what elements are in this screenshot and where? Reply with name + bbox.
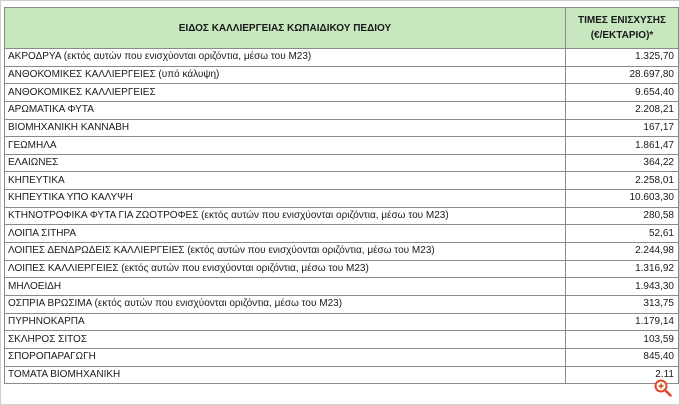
price-cell: 1.316,92 [566,260,679,278]
price-cell: 103,59 [566,331,679,349]
crop-name-cell: ΛΟΙΠΑ ΣΙΤΗΡΑ [5,225,566,243]
price-cell: 845,40 [566,348,679,366]
price-header [566,8,679,49]
table-body [5,49,679,384]
crop-name-cell: ΜΗΛΟΕΙΔΗ [5,278,566,296]
table-row [5,172,679,190]
table-row [5,366,679,384]
table-row [5,278,679,296]
crop-name-cell: ΛΟΙΠΕΣ ΔΕΝΔΡΩΔΕΙΣ ΚΑΛΛΙΕΡΓΕΙΕΣ (εκτός αυτών που ενισχύονται οριζόντια, μέσω του Μ23) [5,243,566,261]
price-cell: 2.244,98 [566,243,679,261]
price-cell: 10.603,30 [566,190,679,208]
crop-name-cell: ΑΡΩΜΑΤΙΚΑ ΦΥΤΑ [5,101,566,119]
zoom-icon[interactable] [653,378,673,398]
table-row [5,84,679,102]
crop-name-cell: ΛΟΙΠΕΣ ΚΑΛΛΙΕΡΓΕΙΕΣ (εκτός αυτών που ενισχύονται οριζόντια, μέσω του Μ23) [5,260,566,278]
table-row [5,66,679,84]
crop-name-cell: ΚΗΠΕΥΤΙΚΑ ΥΠΟ ΚΑΛΥΨΗ [5,190,566,208]
table-row [5,348,679,366]
price-cell: 2.258,01 [566,172,679,190]
price-cell: 364,22 [566,154,679,172]
crop-name-cell: ΓΕΩΜΗΛΑ [5,137,566,155]
price-cell: 1.943,30 [566,278,679,296]
price-cell: 280,58 [566,207,679,225]
crop-name-cell: ΚΗΠΕΥΤΙΚΑ [5,172,566,190]
crop-type-header: ΕΙΔΟΣ ΚΑΛΛΙΕΡΓΕΙΑΣ ΚΩΠΑΙΔΙΚΟΥ ΠΕΔΙΟΥ [5,8,566,49]
table-row [5,101,679,119]
crop-name-cell: ΟΣΠΡΙΑ ΒΡΩΣΙΜΑ (εκτός αυτών που ενισχύονται οριζόντια, μέσω του Μ23) [5,295,566,313]
crop-name-cell: ΑΝΘΟΚΟΜΙΚΕΣ ΚΑΛΛΙΕΡΓΕΙΕΣ [5,84,566,102]
crop-name-cell: ΒΙΟΜΗΧΑΝΙΚΗ ΚΑΝΝΑΒΗ [5,119,566,137]
price-header-line2: (€/ΕΚΤΑΡΙΟ)* [590,30,654,41]
table-row [5,119,679,137]
table-row [5,207,679,225]
price-cell: 1.179,14 [566,313,679,331]
price-cell: 2.208,21 [566,101,679,119]
price-cell: 28.697,80 [566,66,679,84]
table-header-row [5,8,679,49]
price-cell: 9.654,40 [566,84,679,102]
table-row [5,295,679,313]
table-row [5,331,679,349]
price-header-line1: ΤΙΜΕΣ ΕΝΙΣΧΥΣΗΣ [578,15,666,26]
table-row [5,190,679,208]
crop-name-cell: ΤΟΜΑΤΑ ΒΙΟΜΗΧΑΝΙΚΗ [5,366,566,384]
price-cell: 1.861,47 [566,137,679,155]
table-row [5,137,679,155]
subsidy-table [4,7,679,384]
crop-name-cell: ΣΠΟΡΟΠΑΡΑΓΩΓΗ [5,348,566,366]
price-cell: 167,17 [566,119,679,137]
crop-name-cell: ΣΚΛΗΡΟΣ ΣΙΤΟΣ [5,331,566,349]
crop-name-cell: ΑΚΡΟΔΡΥΑ (εκτός αυτών που ενισχύονται οριζόντια, μέσω του Μ23) [5,49,566,67]
crop-name-cell: ΕΛΑΙΩΝΕΣ [5,154,566,172]
table-row [5,313,679,331]
price-cell: 1.325,70 [566,49,679,67]
table-row [5,243,679,261]
crop-name-cell: ΚΤΗΝΟΤΡΟΦΙΚΑ ΦΥΤΑ ΓΙΑ ΖΩΟΤΡΟΦΕΣ (εκτός αυτών που ενισχύονται οριζόντια, μέσω του Μ23) [5,207,566,225]
price-cell: 313,75 [566,295,679,313]
crop-name-cell: ΑΝΘΟΚΟΜΙΚΕΣ ΚΑΛΛΙΕΡΓΕΙΕΣ (υπό κάλυψη) [5,66,566,84]
table-row [5,154,679,172]
table-row [5,260,679,278]
table-row [5,225,679,243]
price-cell: 2.11 [566,366,679,384]
table-row [5,49,679,67]
crop-name-cell: ΠΥΡΗΝΟΚΑΡΠΑ [5,313,566,331]
price-cell: 52,61 [566,225,679,243]
